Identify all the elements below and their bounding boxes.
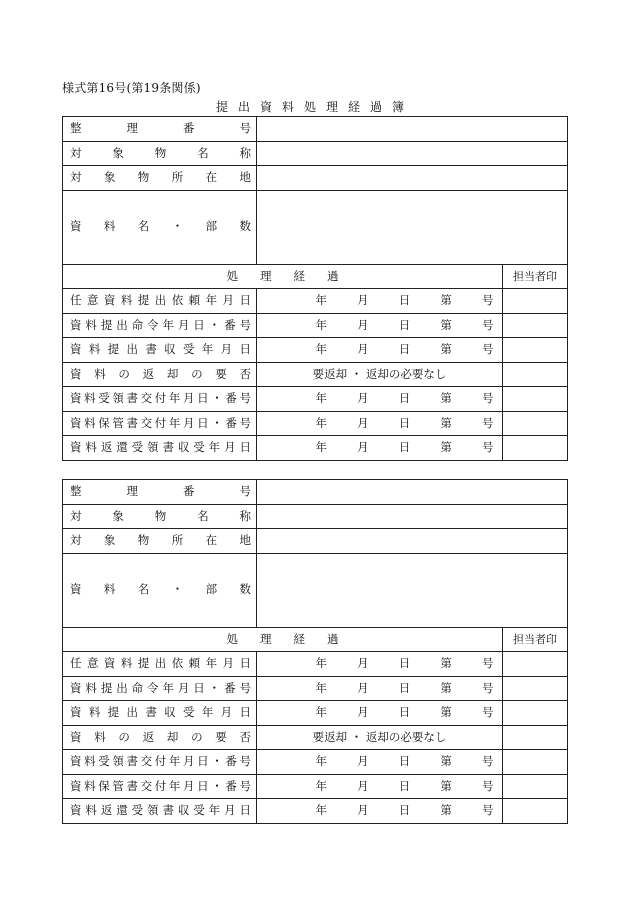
date-number-text: 年 月 日 第 号 xyxy=(315,778,494,793)
label-return-required: 資料の返却の要否 xyxy=(63,362,257,387)
form-number: 様式第16号(第19条関係) xyxy=(62,81,201,95)
field-return-receipt-date[interactable] xyxy=(257,436,503,461)
seal-cell[interactable] xyxy=(503,652,568,677)
row-reference-number xyxy=(63,117,568,142)
row-return-required xyxy=(63,362,568,387)
field-return-required[interactable] xyxy=(257,725,503,750)
label-return-receipt-date: 資料返還受領書収受年月日 xyxy=(63,436,257,461)
date-number-text: 年 月 日 第 号 xyxy=(315,391,494,405)
field-object-name[interactable] xyxy=(257,504,568,529)
date-number-text: 年 月 日 第 号 xyxy=(315,293,494,307)
ledger-table-1 xyxy=(62,116,568,461)
field-submission-receipt-date[interactable] xyxy=(257,338,503,363)
row-document-name xyxy=(63,553,568,627)
seal-cell[interactable] xyxy=(503,799,568,824)
row-object-name xyxy=(63,141,568,166)
date-number-text: 年 月 日 第 号 xyxy=(315,440,494,454)
row-object-name xyxy=(63,504,568,529)
row-custody-issue-date xyxy=(63,774,568,799)
return-choice-text: 要返却 ・ 返却の必要なし xyxy=(312,366,447,381)
field-voluntary-request-date[interactable] xyxy=(257,289,503,314)
seal-cell[interactable] xyxy=(503,338,568,363)
label-document-name: 資料名・部数 xyxy=(63,190,257,264)
label-voluntary-request-date: 任意資料提出依頼年月日 xyxy=(63,652,257,677)
field-object-location[interactable] xyxy=(257,166,568,191)
row-submission-order-date xyxy=(63,676,568,701)
row-receipt-issue-date xyxy=(63,750,568,775)
field-receipt-issue-date[interactable] xyxy=(257,387,503,412)
row-voluntary-request-date xyxy=(63,652,568,677)
field-document-name[interactable] xyxy=(257,190,568,264)
process-header: 処理経過 xyxy=(63,264,503,289)
field-submission-receipt-date[interactable] xyxy=(257,701,503,726)
seal-cell[interactable] xyxy=(503,774,568,799)
row-process-header xyxy=(63,627,568,652)
seal-cell[interactable] xyxy=(503,411,568,436)
label-custody-issue-date: 資料保管書交付年月日・番号 xyxy=(63,411,257,436)
label-receipt-issue-date: 資料受領書交付年月日・番号 xyxy=(63,387,257,412)
row-custody-issue-date xyxy=(63,411,568,436)
label-return-required: 資料の返却の要否 xyxy=(63,725,257,750)
seal-cell[interactable] xyxy=(503,313,568,338)
seal-cell[interactable] xyxy=(503,387,568,412)
label-voluntary-request-date: 任意資料提出依頼年月日 xyxy=(63,289,257,314)
process-header: 処理経過 xyxy=(63,627,503,652)
field-return-required[interactable] xyxy=(257,362,503,387)
label-reference-number: 整理番号 xyxy=(63,480,257,505)
date-number-text: 年 月 日 第 号 xyxy=(315,342,494,356)
row-submission-receipt-date xyxy=(63,701,568,726)
row-object-location xyxy=(63,166,568,191)
field-return-receipt-date[interactable] xyxy=(257,799,503,824)
row-return-receipt-date xyxy=(63,799,568,824)
row-voluntary-request-date xyxy=(63,289,568,314)
seal-cell[interactable] xyxy=(503,362,568,387)
row-submission-receipt-date xyxy=(63,338,568,363)
seal-cell[interactable] xyxy=(503,676,568,701)
field-document-name[interactable] xyxy=(257,553,568,627)
row-object-location xyxy=(63,529,568,554)
seal-cell[interactable] xyxy=(503,750,568,775)
field-reference-number[interactable] xyxy=(257,480,568,505)
field-receipt-issue-date[interactable] xyxy=(257,750,503,775)
date-number-text: 年 月 日 第 号 xyxy=(315,415,494,430)
date-number-text: 年 月 日 第 号 xyxy=(315,656,494,670)
seal-cell[interactable] xyxy=(503,289,568,314)
label-submission-receipt-date: 資料提出書収受年月日 xyxy=(63,338,257,363)
label-receipt-issue-date: 資料受領書交付年月日・番号 xyxy=(63,750,257,775)
label-submission-receipt-date: 資料提出書収受年月日 xyxy=(63,701,257,726)
field-submission-order-date[interactable] xyxy=(257,676,503,701)
label-submission-order-date: 資料提出命令年月日・番号 xyxy=(63,676,257,701)
field-submission-order-date[interactable] xyxy=(257,313,503,338)
label-object-name: 対象物名称 xyxy=(63,141,257,166)
row-process-header xyxy=(63,264,568,289)
row-submission-order-date xyxy=(63,313,568,338)
label-object-location: 対象物所在地 xyxy=(63,529,257,554)
ledger-table-2 xyxy=(62,479,568,824)
row-document-name xyxy=(63,190,568,264)
date-number-text: 年 月 日 第 号 xyxy=(315,754,494,768)
label-object-location: 対象物所在地 xyxy=(63,166,257,191)
label-return-receipt-date: 資料返還受領書収受年月日 xyxy=(63,799,257,824)
date-number-text: 年 月 日 第 号 xyxy=(315,803,494,817)
row-reference-number xyxy=(63,480,568,505)
label-document-name: 資料名・部数 xyxy=(63,553,257,627)
label-submission-order-date: 資料提出命令年月日・番号 xyxy=(63,313,257,338)
field-custody-issue-date[interactable] xyxy=(257,774,503,799)
date-number-text: 年 月 日 第 号 xyxy=(315,317,494,332)
seal-cell[interactable] xyxy=(503,701,568,726)
date-number-text: 年 月 日 第 号 xyxy=(315,705,494,719)
label-custody-issue-date: 資料保管書交付年月日・番号 xyxy=(63,774,257,799)
seal-header: 担当者印 xyxy=(503,627,568,652)
field-object-location[interactable] xyxy=(257,529,568,554)
seal-cell[interactable] xyxy=(503,436,568,461)
seal-cell[interactable] xyxy=(503,725,568,750)
label-object-name: 対象物名称 xyxy=(63,504,257,529)
row-receipt-issue-date xyxy=(63,387,568,412)
row-return-required xyxy=(63,725,568,750)
date-number-text: 年 月 日 第 号 xyxy=(315,680,494,695)
form-title: 提出資料処理経過簿 xyxy=(215,100,414,114)
field-voluntary-request-date[interactable] xyxy=(257,652,503,677)
field-custody-issue-date[interactable] xyxy=(257,411,503,436)
row-return-receipt-date xyxy=(63,436,568,461)
field-object-name[interactable] xyxy=(257,141,568,166)
return-choice-text: 要返却 ・ 返却の必要なし xyxy=(312,729,447,744)
field-reference-number[interactable] xyxy=(257,117,568,142)
seal-header: 担当者印 xyxy=(503,264,568,289)
label-reference-number: 整理番号 xyxy=(63,117,257,142)
